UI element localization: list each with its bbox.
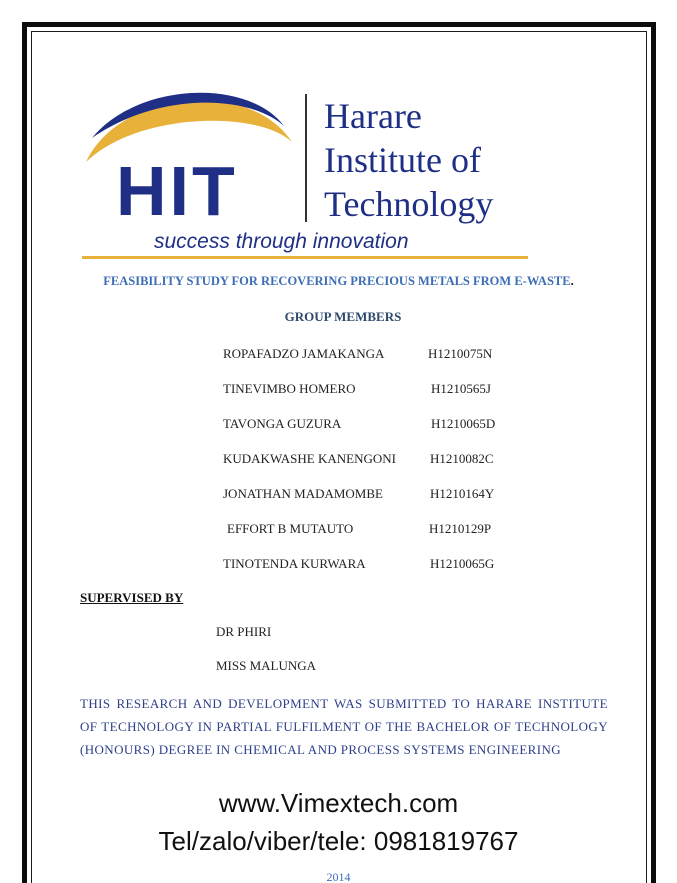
member-name: TINOTENDA KURWARA [223, 556, 366, 571]
member-name: ROPAFADZO JAMAKANGA [223, 346, 385, 361]
institution-name-line: Harare [324, 96, 422, 136]
submission-year: 2014 [326, 870, 351, 883]
logo-underline [82, 256, 528, 259]
member-id: H1210164Y [430, 486, 495, 501]
document-title [0, 274, 677, 289]
member-id: H1210082C [430, 451, 494, 466]
member-id: H1210129P [429, 521, 492, 536]
institution-name-line: Institute of [324, 140, 481, 180]
member-id: H1210065D [431, 416, 496, 431]
document-title-text: FEASIBILITY STUDY FOR RECOVERING PRECIOUS METALS FROM E-WASTE [103, 274, 571, 288]
member-name: TAVONGA GUZURA [223, 416, 342, 431]
hit-logo [78, 82, 548, 262]
watermark-contact: Tel/zalo/viber/tele: 0981819767 [158, 826, 519, 856]
member-id: H1210565J [431, 381, 491, 396]
supervisor-name: DR PHIRI [216, 624, 272, 639]
member-name: KUDAKWASHE KANENGONI [223, 451, 396, 466]
document-title-period: . [570, 274, 574, 288]
group-members-heading: GROUP MEMBERS [284, 309, 402, 324]
institution-name-line: Technology [324, 184, 494, 224]
member-id: H1210075N [428, 346, 493, 361]
logo-tagline: success through innovation [154, 230, 409, 253]
member-name: EFFORT B MUTAUTO [227, 521, 354, 536]
member-name: TINEVIMBO HOMERO [223, 381, 356, 396]
supervisor-name: MISS MALUNGA [216, 658, 317, 673]
member-name: JONATHAN MADAMOMBE [223, 486, 383, 501]
supervised-by-label: SUPERVISED BY [80, 590, 184, 605]
submission-statement: THIS RESEARCH AND DEVELOPMENT WAS SUBMITTED TO HARARE INSTITUTE OF TECHNOLOGY IN PARTIAL FULFILMENT OF THE BACHELOR OF TECHNOLOGY (HONOURS) DEGREE IN CHEMICAL AND PROCESS SYSTEMS ENGINEERING [80, 696, 608, 757]
institution-name [324, 94, 493, 226]
watermark-website: www.Vimextech.com [218, 788, 459, 818]
logo-acronym: HIT [116, 152, 238, 230]
logo-divider [305, 94, 307, 222]
member-id: H1210065G [430, 556, 495, 571]
